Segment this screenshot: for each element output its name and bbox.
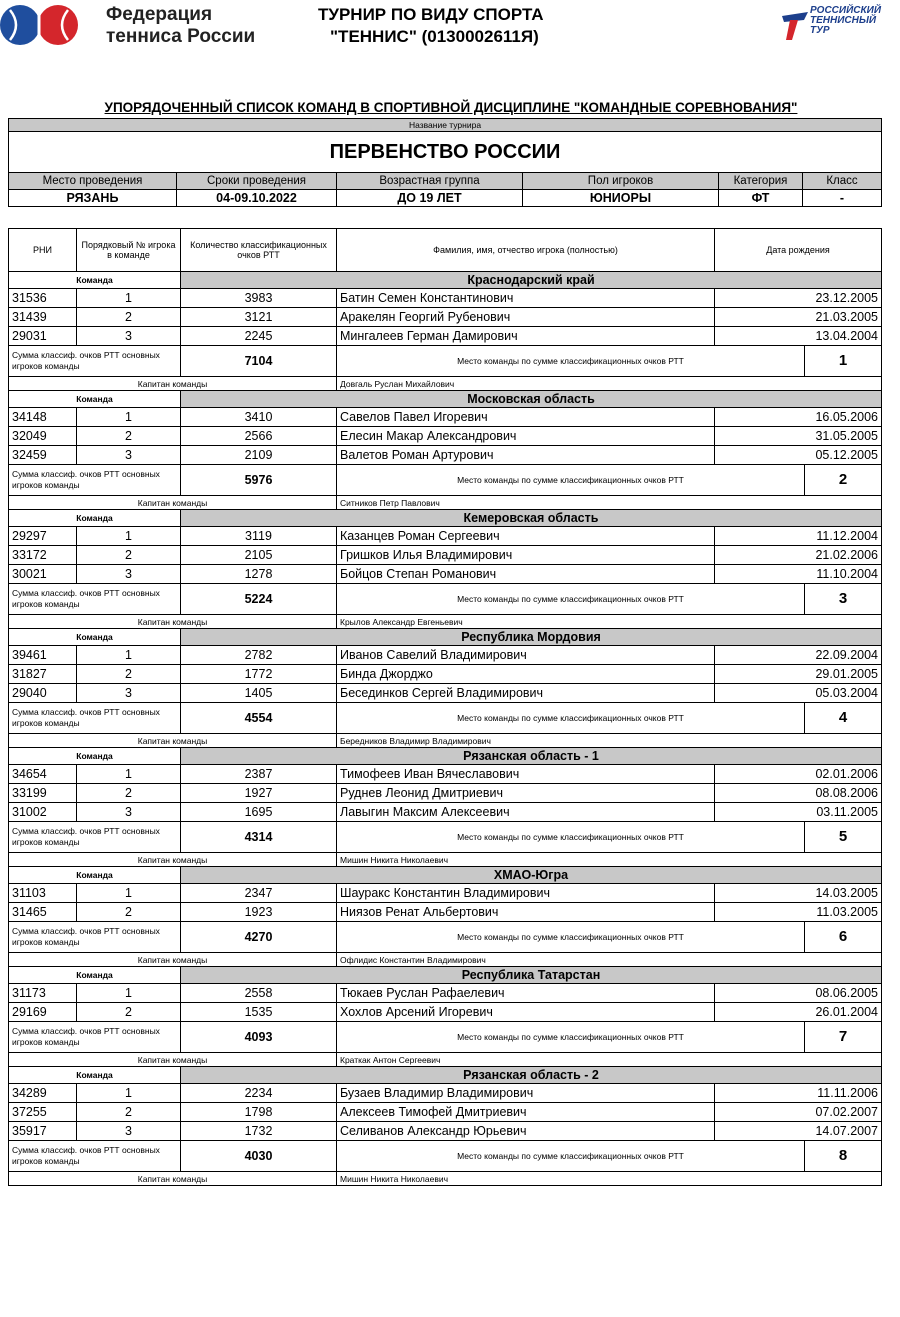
player-rni: 31536 <box>9 289 77 308</box>
dates-value: 04-09.10.2022 <box>177 190 337 207</box>
player-row <box>9 1003 882 1022</box>
team-place: 5 <box>805 822 882 853</box>
player-order: 1 <box>77 646 181 665</box>
player-points: 2109 <box>181 446 337 465</box>
team-name: Республика Татарстан <box>181 967 882 984</box>
age-label: Возрастная группа <box>337 173 523 190</box>
team-sum-row <box>9 822 882 853</box>
player-order: 2 <box>77 665 181 684</box>
player-order: 2 <box>77 546 181 565</box>
team-sum: 5224 <box>181 584 337 615</box>
player-name: Руднев Леонид Дмитриевич <box>337 784 715 803</box>
page-header <box>0 0 900 60</box>
player-order: 3 <box>77 1122 181 1141</box>
player-rni: 31002 <box>9 803 77 822</box>
player-dob: 23.12.2005 <box>715 289 882 308</box>
column-header-row <box>9 229 882 272</box>
captain-row <box>9 377 882 391</box>
team-sum: 4554 <box>181 703 337 734</box>
tournament-name-label: Название турнира <box>9 119 882 132</box>
player-name: Бесединков Сергей Владимирович <box>337 684 715 703</box>
player-name: Мингалеев Герман Дамирович <box>337 327 715 346</box>
team-name: Кемеровская область <box>181 510 882 527</box>
player-name: Ниязов Ренат Альбертович <box>337 903 715 922</box>
player-row <box>9 884 882 903</box>
place-label: Место команды по сумме классификационных очков РТТ <box>337 703 805 734</box>
player-rni: 34289 <box>9 1084 77 1103</box>
player-order: 2 <box>77 1103 181 1122</box>
player-dob: 11.11.2006 <box>715 1084 882 1103</box>
player-points: 2566 <box>181 427 337 446</box>
player-row <box>9 408 882 427</box>
player-rni: 31173 <box>9 984 77 1003</box>
player-rni: 29040 <box>9 684 77 703</box>
player-order: 3 <box>77 446 181 465</box>
dates-label: Сроки проведения <box>177 173 337 190</box>
player-dob: 07.02.2007 <box>715 1103 882 1122</box>
team-label: Команда <box>9 629 181 646</box>
age-value: ДО 19 ЛЕТ <box>337 190 523 207</box>
player-name: Елесин Макар Александрович <box>337 427 715 446</box>
team-name: Рязанская область - 1 <box>181 748 882 765</box>
player-order: 1 <box>77 984 181 1003</box>
player-rni: 34148 <box>9 408 77 427</box>
player-points: 1772 <box>181 665 337 684</box>
team-name: Краснодарский край <box>181 272 882 289</box>
team-place: 2 <box>805 465 882 496</box>
player-order: 1 <box>77 527 181 546</box>
player-points: 3121 <box>181 308 337 327</box>
gender-value: ЮНИОРЫ <box>523 190 719 207</box>
sum-label: Сумма классиф. очков РТТ основных игроков команды <box>9 465 181 496</box>
player-rni: 33199 <box>9 784 77 803</box>
captain-label: Капитан команды <box>9 953 337 967</box>
venue-label: Место проведения <box>9 173 177 190</box>
player-dob: 21.03.2005 <box>715 308 882 327</box>
player-points: 2387 <box>181 765 337 784</box>
place-label: Место команды по сумме классификационных очков РТТ <box>337 346 805 377</box>
player-row <box>9 984 882 1003</box>
player-row <box>9 1084 882 1103</box>
player-dob: 31.05.2005 <box>715 427 882 446</box>
team-captain: Мишин Никита Николаевич <box>337 1172 882 1186</box>
player-rni: 32049 <box>9 427 77 446</box>
team-name: Республика Мордовия <box>181 629 882 646</box>
player-points: 3410 <box>181 408 337 427</box>
player-order: 1 <box>77 408 181 427</box>
team-place: 8 <box>805 1141 882 1172</box>
team-captain: Ситников Петр Павлович <box>337 496 882 510</box>
team-name: ХМАО-Югра <box>181 867 882 884</box>
player-row <box>9 527 882 546</box>
player-points: 2782 <box>181 646 337 665</box>
player-rni: 35917 <box>9 1122 77 1141</box>
team-place: 1 <box>805 346 882 377</box>
player-order: 2 <box>77 784 181 803</box>
player-row <box>9 289 882 308</box>
player-row <box>9 1103 882 1122</box>
player-dob: 05.12.2005 <box>715 446 882 465</box>
team-label: Команда <box>9 272 181 289</box>
team-sum: 4093 <box>181 1022 337 1053</box>
player-order: 2 <box>77 308 181 327</box>
player-dob: 14.03.2005 <box>715 884 882 903</box>
team-name: Рязанская область - 2 <box>181 1067 882 1084</box>
player-rni: 39461 <box>9 646 77 665</box>
player-row <box>9 903 882 922</box>
player-name: Шауракс Константин Владимирович <box>337 884 715 903</box>
team-sum-row <box>9 1141 882 1172</box>
place-label: Место команды по сумме классификационных очков РТТ <box>337 584 805 615</box>
captain-label: Капитан команды <box>9 734 337 748</box>
player-rni: 31103 <box>9 884 77 903</box>
team-captain: Мишин Никита Николаевич <box>337 853 882 867</box>
team-name: Московская область <box>181 391 882 408</box>
captain-row <box>9 853 882 867</box>
player-rni: 31439 <box>9 308 77 327</box>
player-points: 2105 <box>181 546 337 565</box>
player-points: 1405 <box>181 684 337 703</box>
player-name: Алексеев Тимофей Дмитриевич <box>337 1103 715 1122</box>
player-name: Тимофеев Иван Вячеславович <box>337 765 715 784</box>
team-header-row <box>9 967 882 984</box>
player-points: 1695 <box>181 803 337 822</box>
player-rni: 31827 <box>9 665 77 684</box>
player-order: 2 <box>77 903 181 922</box>
sum-label: Сумма классиф. очков РТТ основных игроков команды <box>9 1022 181 1053</box>
federation-logo-icon <box>0 2 82 48</box>
team-sum-row <box>9 703 882 734</box>
player-row <box>9 765 882 784</box>
player-dob: 02.01.2006 <box>715 765 882 784</box>
list-title: УПОРЯДОЧЕННЫЙ СПИСОК КОМАНД В СПОРТИВНОЙ ДИСЦИПЛИНЕ "КОМАНДНЫЕ СОРЕВНОВАНИЯ" <box>104 100 798 115</box>
category-label: Категория <box>719 173 803 190</box>
player-dob: 11.10.2004 <box>715 565 882 584</box>
team-header-row <box>9 1067 882 1084</box>
player-row <box>9 565 882 584</box>
team-header-row <box>9 510 882 527</box>
player-row <box>9 546 882 565</box>
player-points: 3119 <box>181 527 337 546</box>
sum-label: Сумма классиф. очков РТТ основных игроков команды <box>9 346 181 377</box>
player-name: Хохлов Арсений Игоревич <box>337 1003 715 1022</box>
place-label: Место команды по сумме классификационных очков РТТ <box>337 1022 805 1053</box>
col-order: Порядковый № игрока в команде <box>77 229 181 272</box>
rtt-logo-text: РОССИЙСКИЙ ТЕННИСНЫЙ ТУР <box>810 5 882 36</box>
team-place: 4 <box>805 703 882 734</box>
team-header-row <box>9 629 882 646</box>
player-rni: 34654 <box>9 765 77 784</box>
team-label: Команда <box>9 1067 181 1084</box>
player-row <box>9 684 882 703</box>
player-row <box>9 665 882 684</box>
player-rni: 33172 <box>9 546 77 565</box>
team-header-row <box>9 867 882 884</box>
team-captain: Довгаль Руслан Михайлович <box>337 377 882 391</box>
player-row <box>9 327 882 346</box>
player-dob: 11.03.2005 <box>715 903 882 922</box>
place-label: Место команды по сумме классификационных очков РТТ <box>337 1141 805 1172</box>
team-sum-row <box>9 584 882 615</box>
team-captain: Краткак Антон Сергеевич <box>337 1053 882 1067</box>
player-name: Савелов Павел Игоревич <box>337 408 715 427</box>
player-row <box>9 646 882 665</box>
player-points: 1927 <box>181 784 337 803</box>
team-place: 3 <box>805 584 882 615</box>
captain-row <box>9 615 882 629</box>
team-header-row <box>9 272 882 289</box>
player-dob: 05.03.2004 <box>715 684 882 703</box>
player-points: 1923 <box>181 903 337 922</box>
player-name: Гришков Илья Владимирович <box>337 546 715 565</box>
team-label: Команда <box>9 748 181 765</box>
captain-label: Капитан команды <box>9 1053 337 1067</box>
player-name: Бузаев Владимир Владимирович <box>337 1084 715 1103</box>
player-dob: 29.01.2005 <box>715 665 882 684</box>
class-value: - <box>803 190 882 207</box>
captain-label: Капитан команды <box>9 1172 337 1186</box>
captain-row <box>9 496 882 510</box>
team-sum: 4314 <box>181 822 337 853</box>
sum-label: Сумма классиф. очков РТТ основных игроков команды <box>9 922 181 953</box>
col-dob: Дата рождения <box>715 229 882 272</box>
player-rni: 29031 <box>9 327 77 346</box>
player-order: 1 <box>77 289 181 308</box>
sum-label: Сумма классиф. очков РТТ основных игроков команды <box>9 703 181 734</box>
sum-label: Сумма классиф. очков РТТ основных игроков команды <box>9 822 181 853</box>
player-name: Казанцев Роман Сергеевич <box>337 527 715 546</box>
player-name: Аракелян Георгий Рубенович <box>337 308 715 327</box>
captain-label: Капитан команды <box>9 853 337 867</box>
player-points: 1798 <box>181 1103 337 1122</box>
team-sum-row <box>9 346 882 377</box>
captain-label: Капитан команды <box>9 615 337 629</box>
player-points: 1732 <box>181 1122 337 1141</box>
rtt-logo <box>780 6 900 46</box>
player-order: 1 <box>77 765 181 784</box>
team-sum-row <box>9 1022 882 1053</box>
player-dob: 26.01.2004 <box>715 1003 882 1022</box>
col-rni: РНИ <box>9 229 77 272</box>
captain-row <box>9 1053 882 1067</box>
player-rni: 29169 <box>9 1003 77 1022</box>
player-points: 1535 <box>181 1003 337 1022</box>
player-order: 2 <box>77 1003 181 1022</box>
player-row <box>9 1122 882 1141</box>
player-rni: 30021 <box>9 565 77 584</box>
place-label: Место команды по сумме классификационных очков РТТ <box>337 922 805 953</box>
team-sum: 4270 <box>181 922 337 953</box>
venue-value: РЯЗАНЬ <box>9 190 177 207</box>
team-label: Команда <box>9 867 181 884</box>
team-sum: 5976 <box>181 465 337 496</box>
captain-row <box>9 734 882 748</box>
place-label: Место команды по сумме классификационных очков РТТ <box>337 822 805 853</box>
player-points: 1278 <box>181 565 337 584</box>
player-name: Селиванов Александр Юрьевич <box>337 1122 715 1141</box>
teams-table <box>8 228 882 1186</box>
player-dob: 16.05.2006 <box>715 408 882 427</box>
player-name: Иванов Савелий Владимирович <box>337 646 715 665</box>
team-label: Команда <box>9 391 181 408</box>
player-rni: 32459 <box>9 446 77 465</box>
player-row <box>9 803 882 822</box>
player-name: Батин Семен Константинович <box>337 289 715 308</box>
player-name: Бинда Джорджо <box>337 665 715 684</box>
player-dob: 08.08.2006 <box>715 784 882 803</box>
player-name: Валетов Роман Артурович <box>337 446 715 465</box>
captain-label: Капитан команды <box>9 496 337 510</box>
team-header-row <box>9 391 882 408</box>
federation-name: Федерация тенниса России <box>106 4 256 47</box>
player-name: Тюкаев Руслан Рафаелевич <box>337 984 715 1003</box>
player-dob: 11.12.2004 <box>715 527 882 546</box>
player-order: 2 <box>77 427 181 446</box>
player-dob: 14.07.2007 <box>715 1122 882 1141</box>
player-dob: 22.09.2004 <box>715 646 882 665</box>
player-order: 3 <box>77 565 181 584</box>
player-row <box>9 308 882 327</box>
category-value: ФТ <box>719 190 803 207</box>
col-name: Фамилия, имя, отчество игрока (полностью) <box>337 229 715 272</box>
player-points: 3983 <box>181 289 337 308</box>
player-order: 3 <box>77 327 181 346</box>
player-name: Бойцов Степан Романович <box>337 565 715 584</box>
team-place: 7 <box>805 1022 882 1053</box>
class-label: Класс <box>803 173 882 190</box>
team-sum-row <box>9 922 882 953</box>
player-dob: 13.04.2004 <box>715 327 882 346</box>
team-sum-row <box>9 465 882 496</box>
tournament-info-table <box>8 118 882 207</box>
player-row <box>9 446 882 465</box>
team-captain: Крылов Александр Евгеньевич <box>337 615 882 629</box>
col-points: Количество классификационных очков РТТ <box>181 229 337 272</box>
captain-label: Капитан команды <box>9 377 337 391</box>
team-captain: Офлидис Константин Владимирович <box>337 953 882 967</box>
player-name: Лавыгин Максим Алексеевич <box>337 803 715 822</box>
player-rni: 29297 <box>9 527 77 546</box>
player-order: 3 <box>77 684 181 703</box>
rtt-logo-icon <box>780 6 810 42</box>
captain-row <box>9 953 882 967</box>
team-captain: Бередников Владимир Владимирович <box>337 734 882 748</box>
team-place: 6 <box>805 922 882 953</box>
player-row <box>9 427 882 446</box>
player-dob: 08.06.2005 <box>715 984 882 1003</box>
sum-label: Сумма классиф. очков РТТ основных игроков команды <box>9 1141 181 1172</box>
gender-label: Пол игроков <box>523 173 719 190</box>
sum-label: Сумма классиф. очков РТТ основных игроков команды <box>9 584 181 615</box>
player-dob: 21.02.2006 <box>715 546 882 565</box>
team-sum: 7104 <box>181 346 337 377</box>
place-label: Место команды по сумме классификационных очков РТТ <box>337 465 805 496</box>
team-sum: 4030 <box>181 1141 337 1172</box>
player-points: 2245 <box>181 327 337 346</box>
team-label: Команда <box>9 510 181 527</box>
player-order: 1 <box>77 884 181 903</box>
player-dob: 03.11.2005 <box>715 803 882 822</box>
player-rni: 31465 <box>9 903 77 922</box>
player-row <box>9 784 882 803</box>
tournament-name: ПЕРВЕНСТВО РОССИИ <box>9 132 882 173</box>
captain-row <box>9 1172 882 1186</box>
player-points: 2234 <box>181 1084 337 1103</box>
tournament-title: ТУРНИР ПО ВИДУ СПОРТА "ТЕННИС" (0130002611Я) <box>318 5 544 46</box>
team-label: Команда <box>9 967 181 984</box>
player-points: 2347 <box>181 884 337 903</box>
team-header-row <box>9 748 882 765</box>
player-rni: 37255 <box>9 1103 77 1122</box>
player-points: 2558 <box>181 984 337 1003</box>
player-order: 3 <box>77 803 181 822</box>
player-order: 1 <box>77 1084 181 1103</box>
